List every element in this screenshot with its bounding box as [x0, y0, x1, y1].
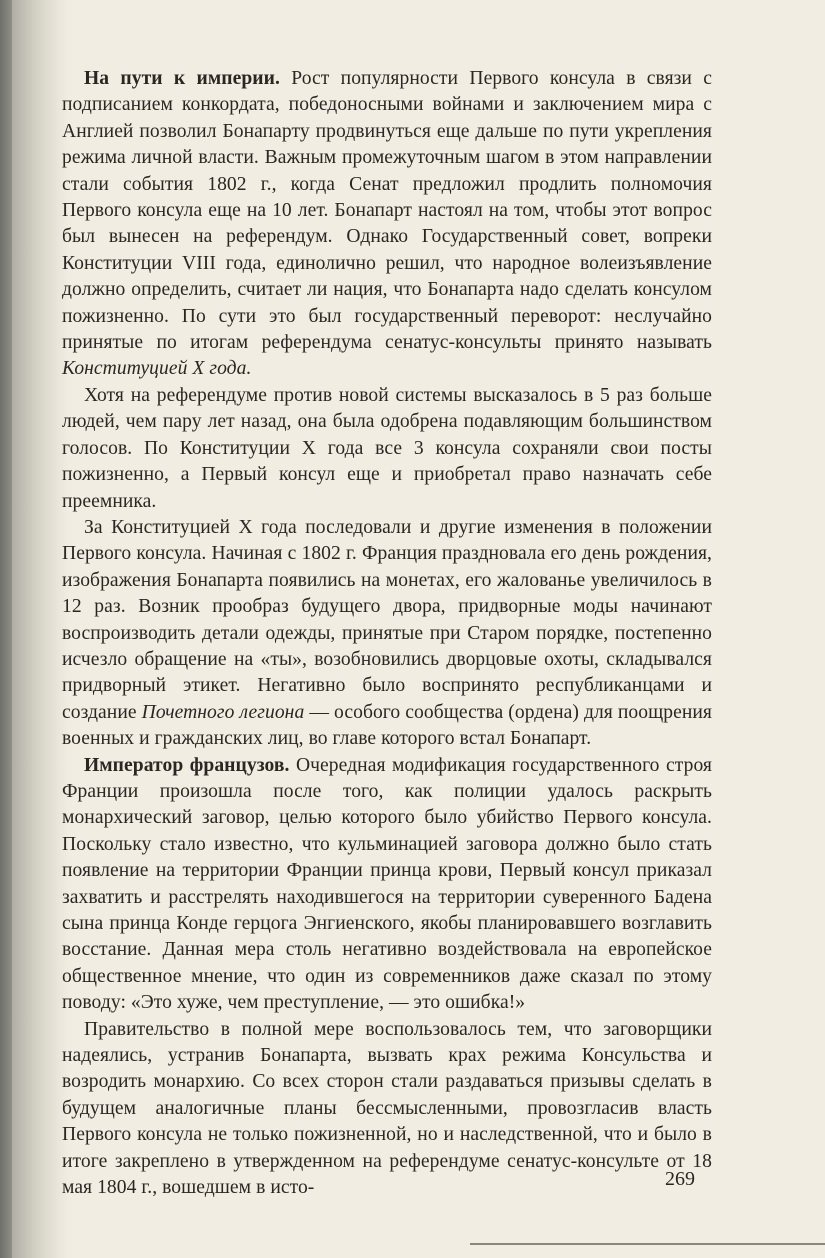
binding-edge	[0, 0, 12, 1258]
bottom-edge-line	[470, 1243, 825, 1245]
paragraph-2: Хотя на референдуме против новой системы высказалось в 5 раз больше людей, чем пару лет назад, она была одобрена подавляющим большинством голосов. По Конституции X года все 3 консула сохраняли свои посты пожизненно, а Первый консул еще и приобретал право назначать себе преемника.	[62, 384, 712, 512]
paragraph-4	[62, 753, 712, 1017]
heading-on-the-way-to-empire: На пути к империи.	[84, 68, 280, 89]
paragraph-1-italic: Конституцией X года.	[62, 358, 252, 380]
paragraph-3-italic: Почетного легиона	[141, 701, 305, 723]
paragraph-3	[62, 515, 712, 753]
heading-emperor-of-the-french: Император французов.	[84, 754, 290, 776]
paragraph-4-text: Очередная модификация государственного строя Франции произошла после того, как полиции удалось раскрыть монархический заговор, целью которого было убийство Первого консула. Поскольку стало известно, что кульминацией заговора должно было стать появление на территории Франции принца крови, Первый консул приказал захватить и расстрелять находившегося на территории суверенного Бадена сына принца Конде герцога Энгиенского, якобы планировавшего возглавить восстание. Данная мера столь негативно воздействовала на европейское общественное мнение, что один из современников даже сказал по этому поводу: «Это хуже, чем преступление, — это ошибка!»	[62, 754, 712, 1014]
paragraph-5: Правительство в полной мере воспользовалось тем, что заговорщики надеялись, устранив Бонапарта, вызвать крах режима Консульства и возродить монархию. Со всех сторон стали раздаваться призывы сделать в будущем аналогичные планы бессмысленными, провозгласив власть Первого консула не только пожизненной, но и наследственной, что и было в итоге закреплено в утвержденном на референдуме сенатус-консульте от 18 мая 1804 г., вошедшем в исто-	[62, 1018, 712, 1199]
paragraph-3-text-end: — особого сообщества (ордена) для поощрения военных и гражданских лиц, во главе которого встал Бонапарт.	[62, 701, 712, 750]
paragraph-3-text-start: За Конституцией X года последовали и другие изменения в положении Первого консула. Начиная с 1802 г. Франция праздновала его день рождения, изображения Бонапарта появились на монетах, его жалованье увеличилось в 12 раз. Возник прообраз будущего двора, придворные моды начинают воспроизводить детали одежды, принятые при Старом порядке, постепенно исчезло обращение на «ты», возобновились дворцовые охоты, складывался придворный этикет. Негативно было воспринято республиканцами и создание	[62, 516, 712, 723]
page-text	[62, 66, 712, 1201]
paragraph-1-text: Рост популярности Первого консула в связи с подписанием конкордата, победоносными войнами и заключением мира с Англией позволил Бонапарту продвинуться еще дальше по пути укрепления режима личной власти. Важным промежуточным шагом в этом направлении стали события 1802 г., когда Сенат предложил продлить полномочия Первого консула еще на 10 лет. Бонапарт настоял на том, чтобы этот вопрос был вынесен на референдум. Однако Государственный совет, вопреки Конституции VIII года, единолично решил, что народное волеизъявление должно определить, считает ли нация, что Бонапарта надо сделать консулом пожизненно. По сути это был государственный переворот: неслучайно принятые по итогам референдума сенатус-консульты принято называть	[62, 68, 713, 354]
paragraph-1	[62, 66, 712, 383]
page-number: 269	[665, 1168, 695, 1190]
